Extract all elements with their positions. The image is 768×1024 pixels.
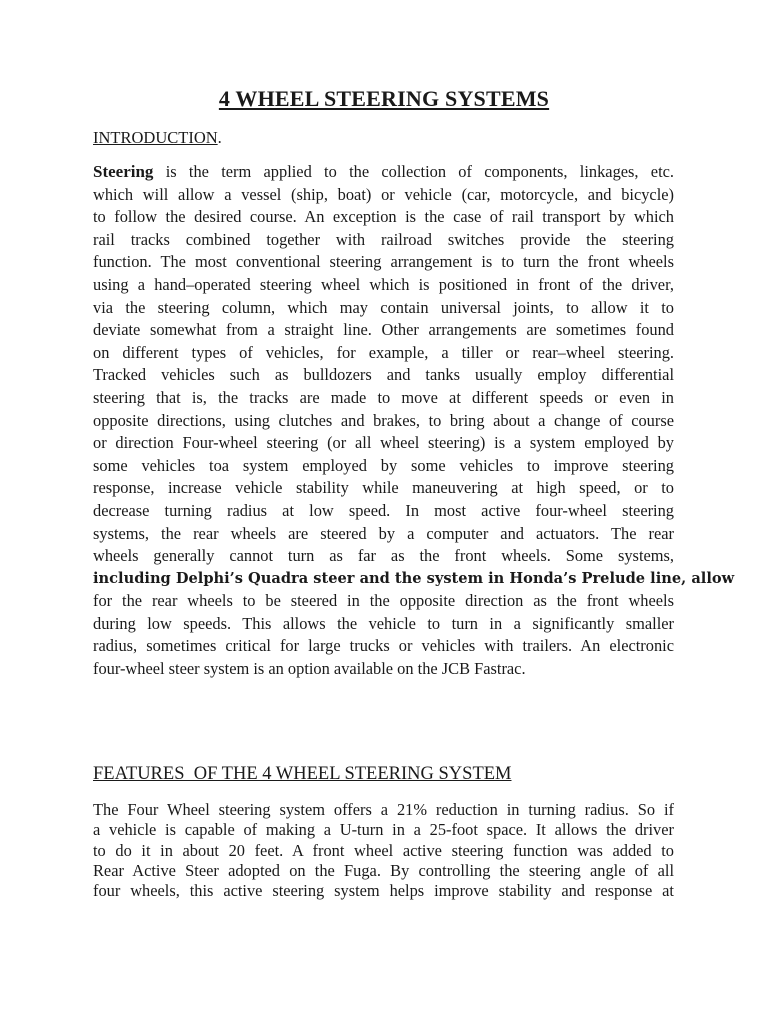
paragraph-line: decrease turning radius at low speed. In most active four-wheel steering [93,500,674,520]
introduction-heading-period: . [217,128,222,147]
paragraph-line: using a hand–operated steering wheel which is positioned in front of the driver, [93,274,674,294]
paragraph-line-bold: including Delphi’s Quadra steer and the system in Honda’s Prelude line, allow [93,569,735,587]
features-heading: FEATURES OF THE 4 WHEEL STEERING SYSTEM [93,764,512,784]
paragraph-line [93,161,674,184]
paragraph-line: via the steering column, which may contain universal joints, to allow it to [93,297,674,317]
line-text: is the term applied to the collection of components, linkages, etc. [153,162,674,181]
paragraph-line: steering that is, the tracks are made to move at different speeds or even in [93,387,674,407]
paragraph-line: four wheels, this active steering system helps improve stability and response at [93,881,674,901]
paragraph-line: some vehicles toa system employed by some vehicles to improve steering [93,455,674,475]
paragraph-line: opposite directions, using clutches and brakes, to bring about a change of course [93,410,674,430]
paragraph-line: systems, the rear wheels are steered by a computer and actuators. The rear [93,523,674,543]
paragraph-line: during low speeds. This allows the vehicle to turn in a significantly smaller [93,613,674,633]
paragraph-line: wheels generally cannot turn as far as the front wheels. Some systems, [93,546,674,566]
paragraph-line: a vehicle is capable of making a U-turn in a 25-foot space. It allows the driver [93,820,674,840]
paragraph-line: deviate somewhat from a straight line. Other arrangements are sometimes found [93,320,674,340]
paragraph-line: Tracked vehicles such as bulldozers and tanks usually employ differential [93,365,674,385]
features-paragraph [93,800,674,901]
paragraph-line: radius, sometimes critical for large trucks or vehicles with trailers. An electronic [93,636,674,656]
introduction-paragraph [93,161,735,681]
paragraph-line: to follow the desired course. An exception is the case of rail transport by which [93,207,674,227]
lead-word: Steering [93,162,154,181]
paragraph-line: to do it in about 20 feet. A front wheel active steering function was added to [93,840,674,860]
paragraph-line: The Four Wheel steering system offers a 21% reduction in turning radius. So if [93,800,674,819]
paragraph-line: for the rear wheels to be steered in the opposite direction as the front wheels [93,591,674,611]
document-title: 4 WHEEL STEERING SYSTEMS [218,86,550,111]
paragraph-line: rail tracks combined together with railroad switches provide the steering [93,229,674,249]
paragraph-line: which will allow a vessel (ship, boat) or vehicle (car, motorcycle, and bicycle) [93,184,674,204]
paragraph-line: Rear Active Steer adopted on the Fuga. By controlling the steering angle of all [93,860,674,880]
introduction-heading [93,128,222,148]
paragraph-line: on different types of vehicles, for example, a tiller or rear–wheel steering. [93,342,674,362]
paragraph-line: or direction Four-wheel steering (or all wheel steering) is a system employed by [93,433,674,453]
paragraph-line: four-wheel steer system is an option available on the JCB Fastrac. [93,659,526,679]
paragraph-line: function. The most conventional steering arrangement is to turn the front wheels [93,252,674,272]
introduction-heading-text: INTRODUCTION [93,128,218,147]
paragraph-line: response, increase vehicle stability while maneuvering at high speed, or to [93,478,674,498]
